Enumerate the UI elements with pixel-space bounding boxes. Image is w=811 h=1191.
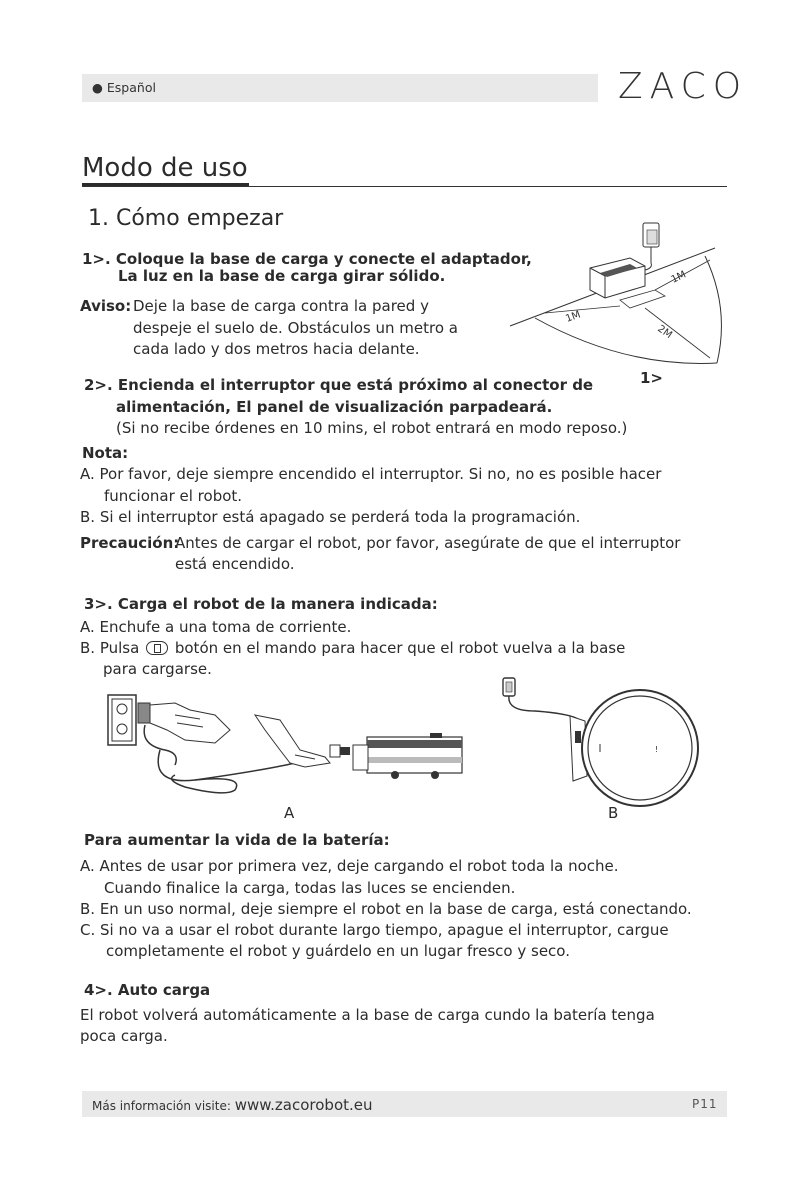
battery-a-line2: Cuando finalice la carga, todas las luces se encienden. — [104, 879, 516, 897]
battery-c-line1: C. Si no va a usar el robot durante largo tiempo, apague el interruptor, cargue — [80, 921, 669, 939]
nota-a-line1: A. Por favor, deje siempre encendido el interruptor. Si no, no es posible hacer — [80, 465, 662, 483]
home-button-icon — [146, 641, 168, 655]
step2-line1: 2>. Encienda el interruptor que está próximo al conector de — [84, 376, 594, 394]
step3-a: A. Enchufe a una toma de corriente. — [80, 618, 352, 636]
precaucion-line1: Antes de cargar el robot, por favor, asegúrate de que el interruptor — [175, 534, 681, 552]
nota-label: Nota: — [82, 444, 129, 462]
aviso-line2: despeje el suelo de. Obstáculos un metro a — [133, 319, 458, 337]
step4-line2: poca carga. — [80, 1027, 168, 1045]
figure-b-dock-diagram — [495, 676, 710, 816]
aviso-line3: cada lado y dos metros hacia delante. — [133, 340, 420, 358]
figure-a-label: A — [284, 804, 295, 822]
figure-b-label: B — [608, 804, 619, 822]
step3-heading: 3>. Carga el robot de la manera indicada: — [84, 595, 438, 613]
charging-base-diagram — [505, 218, 730, 388]
step4-line1: El robot volverá automáticamente a la base de carga cundo la batería tenga — [80, 1006, 655, 1024]
step2-line3: (Si no recibe órdenes en 10 mins, el robot entrará en modo reposo.) — [116, 419, 628, 437]
step4-heading: 4>. Auto carga — [84, 981, 211, 999]
figure1-label: 1> — [640, 369, 664, 387]
step1-line2: La luz en la base de carga girar sólido. — [118, 267, 446, 285]
aviso-label: Aviso: — [80, 297, 132, 315]
step3-b-line1: B. Pulsa botón en el mando para hacer que el robot vuelva a la base — [80, 639, 626, 657]
battery-c-line2: completamente el robot y guárdelo en un lugar fresco y seco. — [106, 942, 570, 960]
footer-info: Más información visite: www.zacorobot.eu — [92, 1096, 373, 1114]
step3-b-line2: para cargarse. — [103, 660, 212, 678]
step1-line1: 1>. Coloque la base de carga y conecte el adaptador, — [82, 250, 532, 268]
language-bar — [82, 74, 598, 102]
website-link[interactable]: www.zacorobot.eu — [234, 1096, 373, 1114]
title-underline — [82, 183, 249, 186]
section-heading: 1. Cómo empezar — [88, 206, 284, 231]
svg-text:!: ! — [655, 745, 659, 754]
fig1-dist-left: 1M — [564, 309, 583, 325]
language-label: ● Español — [92, 80, 156, 95]
page-title: Modo de uso — [82, 153, 248, 183]
nota-b: B. Si el interruptor está apagado se perderá toda la programación. — [80, 508, 581, 526]
fig1-dist-right: 1M — [669, 269, 688, 286]
nota-a-line2: funcionar el robot. — [104, 487, 243, 505]
battery-heading: Para aumentar la vida de la batería: — [84, 831, 390, 849]
battery-a-line1: A. Antes de usar por primera vez, deje cargando el robot toda la noche. — [80, 857, 619, 875]
precaucion-label: Precaución: — [80, 534, 180, 552]
precaucion-line2: está encendido. — [175, 555, 295, 573]
fig1-dist-front: 2M — [655, 323, 674, 342]
page-number: P11 — [692, 1097, 718, 1111]
step2-line2: alimentación, El panel de visualización parpadeará. — [116, 398, 553, 416]
battery-b: B. En un uso normal, deje siempre el robot en la base de carga, está conectando. — [80, 900, 692, 918]
brand-logo: ZACO — [618, 66, 749, 107]
title-rule — [82, 186, 727, 187]
aviso-line1: Deje la base de carga contra la pared y — [133, 297, 429, 315]
figure-a-plug-diagram — [105, 685, 465, 800]
